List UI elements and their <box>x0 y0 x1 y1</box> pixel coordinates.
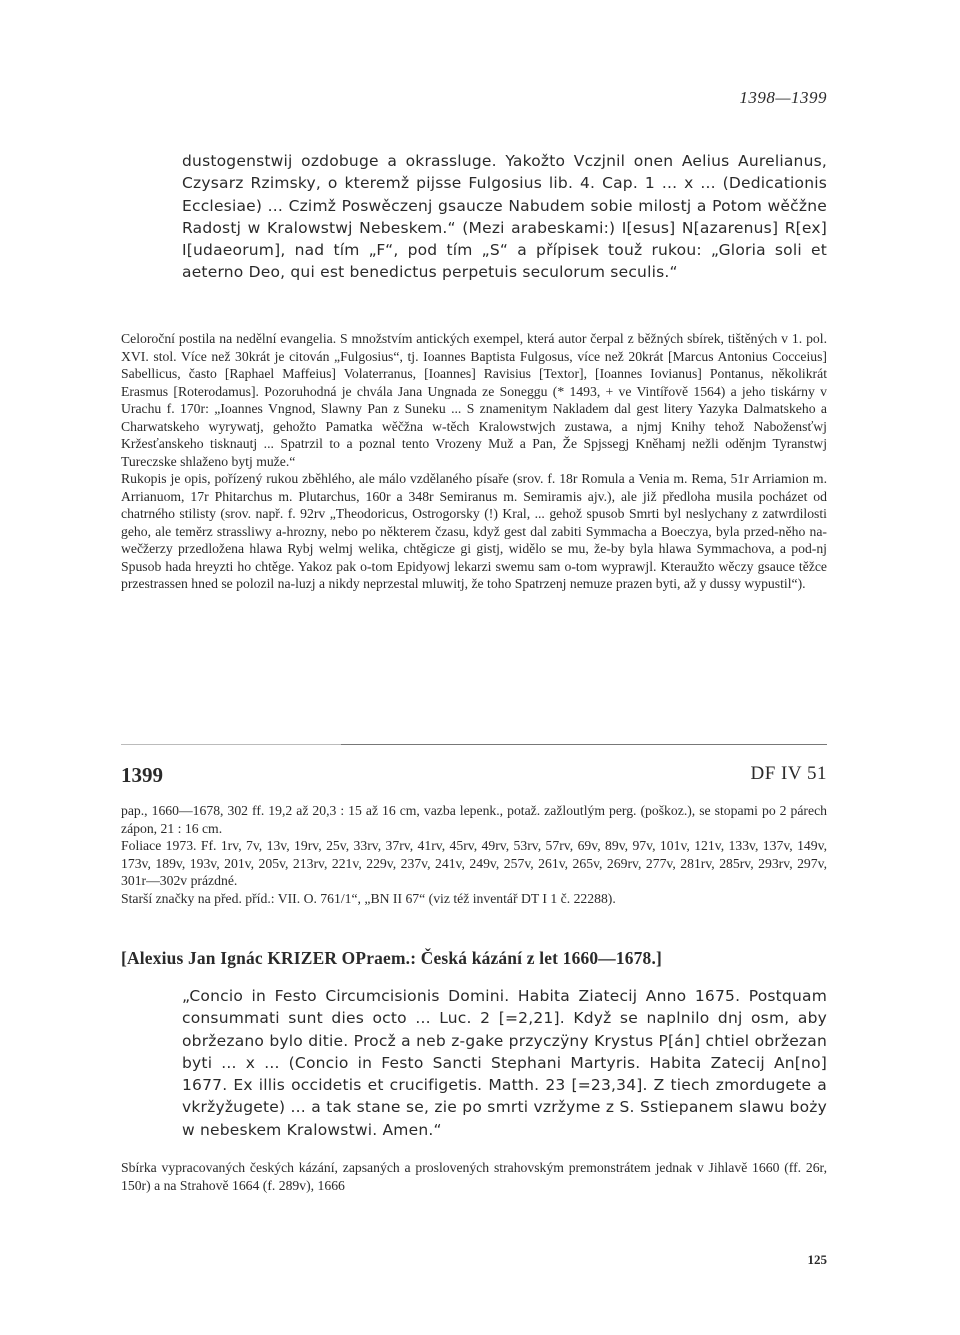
incipit-text-continued <box>182 150 827 284</box>
commentary-paragraph: Sbírka vypracovaných českých kázání, zapsaných a proslovených strahovským premonstrátem jednak v Jihlavě 1660 (ff. 26r, 150r) a na Strahově 1664 (f. 289v), 1666 <box>121 1160 827 1193</box>
commentary-paragraph-1: Celoroční postila na nedělní evangelia. S množstvím antických exempel, která autor čerpal z běžných sbírek, tištěných v 1. pol. XVI. stol. Více než 30krát je citován „Fulgosius“, tj. Ioannes Baptista Fulgosus, více než 20krát [Marcus Antonius Cocceius] Sabellicus, často [Raphael Maffeius] Volaterranus, [Ioannes] Ravisius [Textor], [Ioannes Iovianus] Pontanus, několikrát Erasmus [Roterodamus]. Pozoruhodná je chvála Jana Ungnada ze Soneggu (* 1493, + ve Vintířově 1564) a jeho tiskárny v Urachu f. 170r: „Ioannes Vngnod, Slawny Pan z Suneku ... S znamenitym Nakladem dal gest litery Yazyka Dalmatskeho a Charwatskeho wyrywatj, gehožto Pamatka wěčžna w-těch Kralowstwjch zustawa, a njmj Knihy tehož Nabožensťwj Kržesťanskeho tisknautj ... Spatrzil to a poznal tento Vrozeny Muž a Pan, Že Spjssegj Kněhamj nežli oděnjm Tyranstwj Tureczske shlaženo bytj muže.“ <box>121 331 827 469</box>
incipit-paragraph: dustogenstwij ozdobuge a okrassluge. Yakožto Vczjnil onen Aelius Aurelianus, Czysarz Rzimsky, o kteremž pijsse Fulgosius lib. 4. Cap. 1 ... x ... (Dedicationis Ecclesiae) ... Czimž Poswěczenj gsaucze Nabudem sobie milostj a Potom wěčžne Radostj w Kralowstwj Nebeskem.“ (Mezi arabeskami:) I[esus] N[azarenus] R[ex] I[udaeorum], nad tím „F“, pod tím „S“ a přípisek touž rukou: „Gloria soli et aeterno Deo, qui est benedictus perpetuis seculorum seculis.“ <box>182 152 827 282</box>
commentary-notes <box>121 330 827 593</box>
shelfmark: DF IV 51 <box>750 763 827 784</box>
commentary-notes <box>121 1159 827 1194</box>
physical-description <box>121 802 827 907</box>
commentary-paragraph-2: Rukopis je opis, pořízený rukou zběhlého, ale málo vzdělaného písaře (srov. f. 18r Romula a Venia m. Rema, 51r Arriamion m. Arrianuom, 17r Phitarchus m. Plutarchus, 160r a 348r Semiranus m. Semiramis ajv.), ale již předloha musila pocházet od chatrného stilisty (srov. např. f. 92rv „Theodoricus, Ostrogorsky (!) Kral, ... gehož spusob Smrti byl neslychany z zatwrdilosti geho, ale temĕrz strassliwy a-hrozny, nebo po některem čzasu, když gest dal zabiti Symmacha a Boeczya, byla przed-něho na-wečžerzy przedložena hlawa Rybj welmj welika, chtěgicze gi gistj, widělo se mu, že-by byla hlawa Symmachova, a pod-nj Spusob hada hreyzti ho chtěge. Yakoz pak o-tom Epidyowj lekarzi swemu sam o-tom wyprawjl. Kteraužto wěczy gsauce těžce przestrassen hned se polozil na-luzj a nikdy neprzestal mluwitj, že toho Spatrzenj nemuze prazen byti, až y dussy wypustil“). <box>121 471 827 591</box>
incipit-text <box>182 985 827 1141</box>
description-foliation: Foliace 1973. Ff. 1rv, 7v, 13v, 19rv, 25v, 33rv, 37rv, 41rv, 45rv, 49rv, 53rv, 57rv, 69v, 89v, 97v, 101v, 121v, 133v, 137v, 149v, 173v, 189v, 193v, 201v, 205v, 213rv, 221v, 229v, 237v, 241v, 249v, 257v, 261v, 265v, 269rv, 277v, 281rv, 285rv, 293rv, 297v, 301r—302v prázdné. <box>121 838 827 888</box>
entry-separator-rule <box>121 744 827 745</box>
entry-heading: [Alexius Jan Ignác KRIZER OPraem.: Česká kázání z let 1660—1678.] <box>121 948 662 968</box>
description-old-signatures: Starší značky na před. příd.: VII. O. 761/1“, „BN II 67“ (viz též inventář DT I 1 č. 22288). <box>121 890 616 906</box>
incipit-paragraph: „Concio in Festo Circumcisionis Domini. Habita Ziatecij Anno 1675. Postquam consummati sunt dies octo ... Luc. 2 [=2,21]. Když se naplnilo dnj osm, aby obržezano bylo ditie. Procž a neb z-gake przyczÿny Krystus P[án] chtiel obržezan byti ... x ... (Concio in Festo Sancti Stephani Martyris. Habita Zatecij An[no] 1677. Ex illis occidetis et crucifigetis. Matth. 23 [=23,34]. Z tiech zmordugete a vkržyžugete) ... a tak stane se, zie po smrti vzržyme z S. Sstiepanem slawu boży w nebeskem Kralowstwi. Amen.“ <box>182 987 827 1139</box>
running-head: 1398—1399 <box>739 88 827 107</box>
entry-number: 1399 <box>121 763 163 787</box>
description-material: pap., 1660—1678, 302 ff. 19,2 až 20,3 : 15 až 16 cm, vazba lepenk., potaž. zažloutlým perg. (poškoz.), se stopami po 2 párech zápon, 21 : 16 cm. <box>121 803 827 836</box>
page-number: 125 <box>807 1252 827 1267</box>
